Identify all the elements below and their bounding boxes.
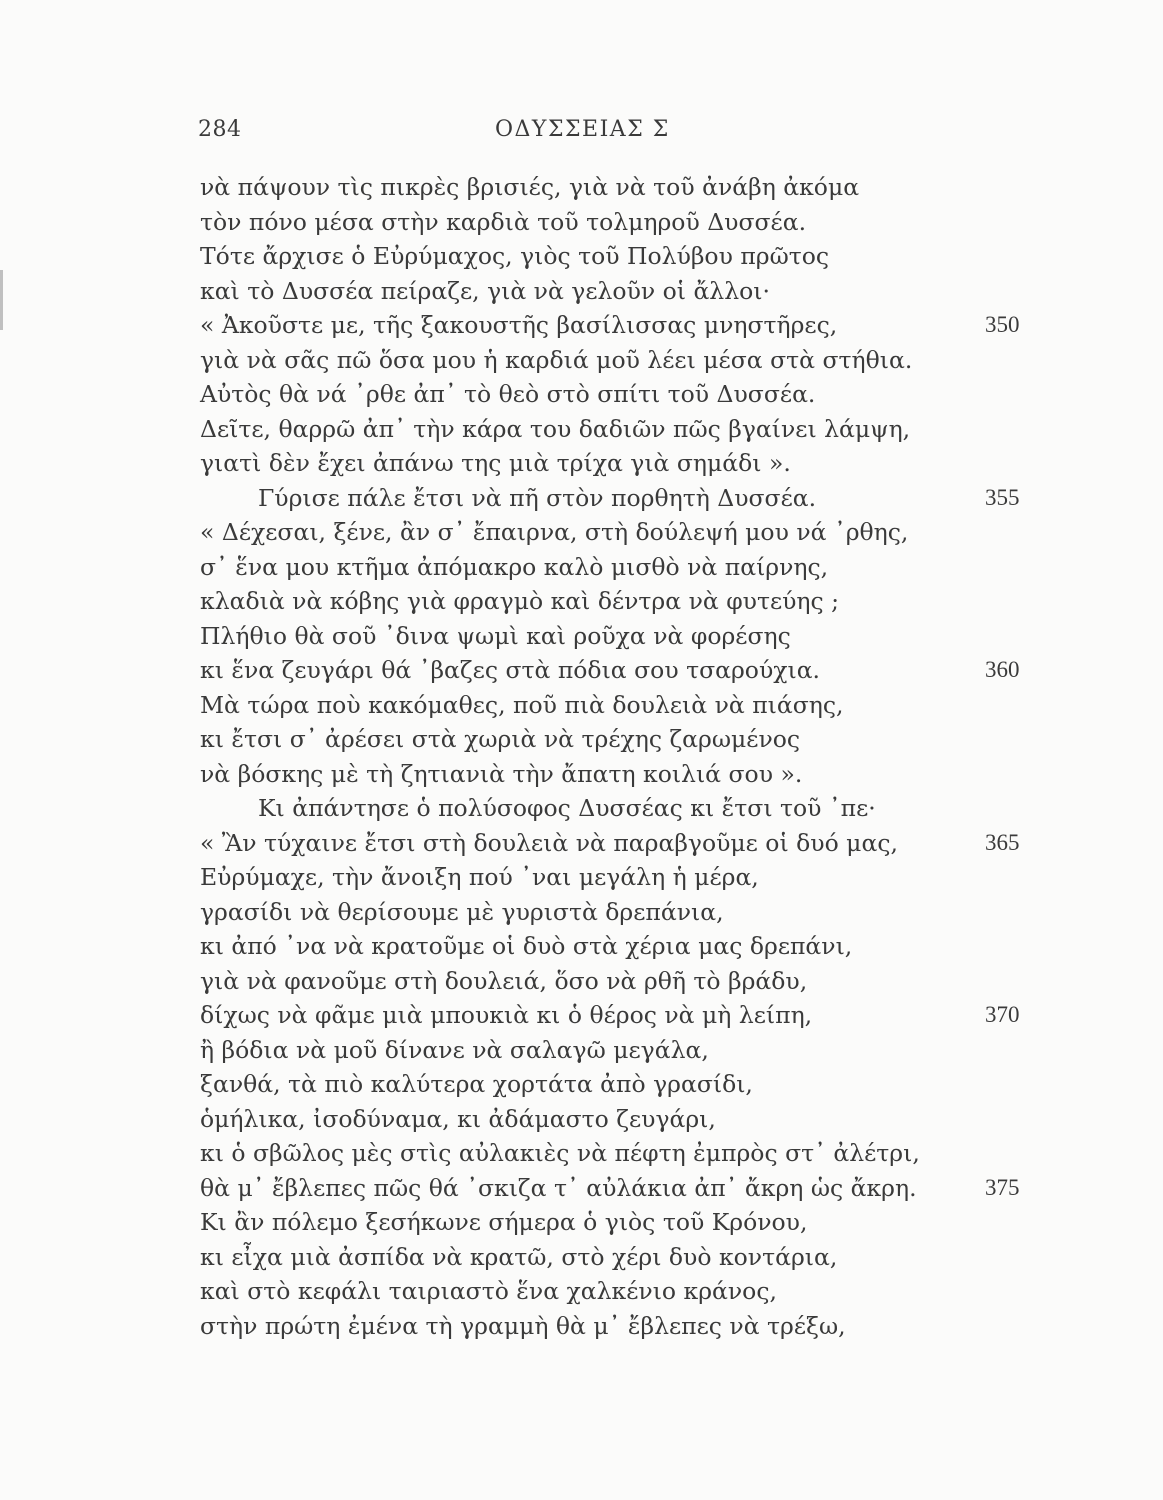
- line-number: 360: [985, 657, 1020, 682]
- verse-text: Γύρισε πάλε ἔτσι νὰ πῆ στὸν πορθητὴ Δυσσέα.: [258, 483, 817, 512]
- verse-line: [200, 653, 1020, 688]
- verse-line: [200, 929, 960, 964]
- verse-line: [200, 619, 960, 654]
- verse-text: Μὰ τώρα ποὺ κακόμαθες, ποῦ πιὰ δουλειὰ νὰ πιάσης,: [200, 690, 844, 719]
- verse-text: κλαδιὰ νὰ κόβης γιὰ φραγμὸ καὶ δέντρα νὰ φυτεύης ;: [200, 587, 840, 615]
- line-number: 370: [985, 1002, 1020, 1027]
- verse-text: Κι ἂν πόλεμο ξεσήκωνε σήμερα ὁ γιὸς τοῦ Κρόνου,: [200, 1208, 808, 1236]
- verse-line: [200, 722, 960, 757]
- verse-text: Αὐτὸς θὰ νά ᾿ρθε ἀπ᾿ τὸ θεὸ στὸ σπίτι τοῦ Δυσσέα.: [200, 380, 816, 408]
- verse-line: [200, 1240, 960, 1275]
- line-number: 355: [985, 484, 1020, 510]
- verse-line: [200, 1171, 1020, 1206]
- verse-text: γιὰ νὰ φανοῦμε στὴ δουλειά, ὅσο νὰ ρθῆ τὸ βράδυ,: [200, 966, 808, 995]
- verse-text: στὴν πρώτη ἐμένα τὴ γραμμὴ θὰ μ᾿ ἔβλεπες νὰ τρέξω,: [200, 1311, 846, 1340]
- verse-line: [200, 412, 960, 447]
- verse-text: κι ἔτσι σ᾿ ἀρέσει στὰ χωριὰ νὰ τρέχης ζαρωμένος: [200, 725, 801, 753]
- verse-line: [200, 584, 960, 619]
- verse-line: [200, 446, 960, 481]
- verse-text: ὁμήλικα, ἰσοδύναμα, κι ἀδάμαστο ζευγάρι,: [200, 1104, 716, 1133]
- verse-line: [200, 964, 960, 999]
- line-number: 375: [985, 1174, 1020, 1200]
- running-head-title: ΟΔΥΣΣΕΙΑΣ Σ: [495, 117, 670, 142]
- verse-text: καὶ τὸ Δυσσέα πείραζε, γιὰ νὰ γελοῦν οἱ ἄλλοι·: [200, 276, 770, 305]
- verse-text: Εὐρύμαχε, τὴν ἄνοιξη πού ᾿ναι μεγάλη ἡ μέρα,: [200, 863, 759, 891]
- verse-line: [200, 274, 960, 309]
- verse-text: ξανθά, τὰ πιὸ καλύτερα χορτάτα ἀπὸ γρασίδι,: [200, 1070, 753, 1098]
- verse-line: [200, 1205, 960, 1240]
- verse-text: « Ἀκοῦστε με, τῆς ξακουστῆς βασίλισσας μνηστῆρες,: [200, 311, 838, 339]
- verse-line: [200, 826, 1020, 861]
- verse-line: [200, 757, 960, 792]
- verse-text: δίχως νὰ φᾶμε μιὰ μπουκιὰ κι ὁ θέρος νὰ μὴ λείπη,: [200, 1001, 813, 1029]
- verse-line: [200, 343, 960, 378]
- verse-line: [200, 481, 1020, 516]
- verse-line: [200, 791, 960, 826]
- verse-line: [200, 1102, 960, 1137]
- line-number: 350: [985, 312, 1020, 337]
- verse-text: καὶ στὸ κεφάλι ταιριαστὸ ἕνα χαλκένιο κράνος,: [200, 1277, 777, 1305]
- verse-text: Τότε ἄρχισε ὁ Εὐρύμαχος, γιὸς τοῦ Πολύβου πρῶτος: [200, 242, 830, 270]
- verse-line: [200, 377, 960, 412]
- verse-text: γρασίδι νὰ θερίσουμε μὲ γυριστὰ δρεπάνια,: [200, 897, 724, 926]
- verse-text: « Ἂν τύχαινε ἔτσι στὴ δουλειὰ νὰ παραβγοῦμε οἱ δυό μας,: [200, 828, 898, 857]
- verse-line: [200, 860, 960, 895]
- verse-text: κι ἀπό ᾿να νὰ κρατοῦμε οἱ δυὸ στὰ χέρια μας δρεπάνι,: [200, 932, 853, 960]
- verse-text: κι ἕνα ζευγάρι θά ᾿βαζες στὰ πόδια σου τσαρούχια.: [200, 656, 821, 684]
- verse-line: [200, 550, 960, 585]
- verse-text: Πλήθιο θὰ σοῦ ᾿δινα ψωμὶ καὶ ροῦχα νὰ φορέσης: [200, 621, 791, 650]
- verse-line: [200, 170, 960, 205]
- verse-text: γιατὶ δὲν ἔχει ἀπάνω της μιὰ τρίχα γιὰ σημάδι ».: [200, 449, 791, 477]
- verse-line: [200, 1033, 960, 1068]
- verse-line: [200, 895, 960, 930]
- verse-line: [200, 1274, 960, 1309]
- verse-text: ἢ βόδια νὰ μοῦ δίνανε νὰ σαλαγῶ μεγάλα,: [200, 1035, 709, 1064]
- verse-line: [200, 1067, 960, 1102]
- verse-line: [200, 308, 1020, 343]
- page-number: 284: [198, 117, 242, 142]
- scan-margin-mark: [0, 270, 3, 330]
- verse-line: [200, 515, 960, 550]
- verse-line: [200, 1309, 960, 1344]
- verse-line: [200, 1136, 960, 1171]
- verse-text: γιὰ νὰ σᾶς πῶ ὅσα μου ἡ καρδιά μοῦ λέει μέσα στὰ στήθια.: [200, 345, 913, 374]
- verse-text: κι ὁ σβῶλος μὲς στὶς αὐλακιὲς νὰ πέφτη ἐμπρὸς στ᾿ ἀλέτρι,: [200, 1139, 920, 1167]
- verse-text: Δεῖτε, θαρρῶ ἀπ᾿ τὴν κάρα του δαδιῶν πῶς βγαίνει λάμψη,: [200, 414, 911, 443]
- verse-text: θὰ μ᾿ ἔβλεπες πῶς θά ᾿σκιζα τ᾿ αὐλάκια ἀπ᾿ ἄκρη ὡς ἄκρη.: [200, 1173, 917, 1202]
- verse-text: τὸν πόνο μέσα στὴν καρδιὰ τοῦ τολμηροῦ Δυσσέα.: [200, 207, 807, 236]
- verse-text: κι εἶχα μιὰ ἀσπίδα νὰ κρατῶ, στὸ χέρι δυὸ κοντάρια,: [200, 1242, 838, 1271]
- verse-text: σ᾿ ἕνα μου κτῆμα ἀπόμακρο καλὸ μισθὸ νὰ παίρνης,: [200, 552, 829, 581]
- verse-line: [200, 205, 960, 240]
- verse-text: νὰ βόσκης μὲ τὴ ζητιανιὰ τὴν ἄπατη κοιλιά σου ».: [200, 759, 803, 788]
- verse-text: Κι ἀπάντησε ὁ πολύσοφος Δυσσέας κι ἔτσι τοῦ ᾿πε·: [258, 794, 876, 822]
- verse-block: [200, 170, 1020, 1343]
- verse-line: [200, 239, 960, 274]
- verse-text: νὰ πάψουν τὶς πικρὲς βρισιές, γιὰ νὰ τοῦ ἀνάβη ἀκόμα: [200, 173, 860, 201]
- verse-text: « Δέχεσαι, ξένε, ἂν σ᾿ ἔπαιρνα, στὴ δούλεψή μου νά ᾿ρθης,: [200, 518, 909, 546]
- verse-line: [200, 998, 1020, 1033]
- verse-line: [200, 688, 960, 723]
- line-number: 365: [985, 829, 1020, 855]
